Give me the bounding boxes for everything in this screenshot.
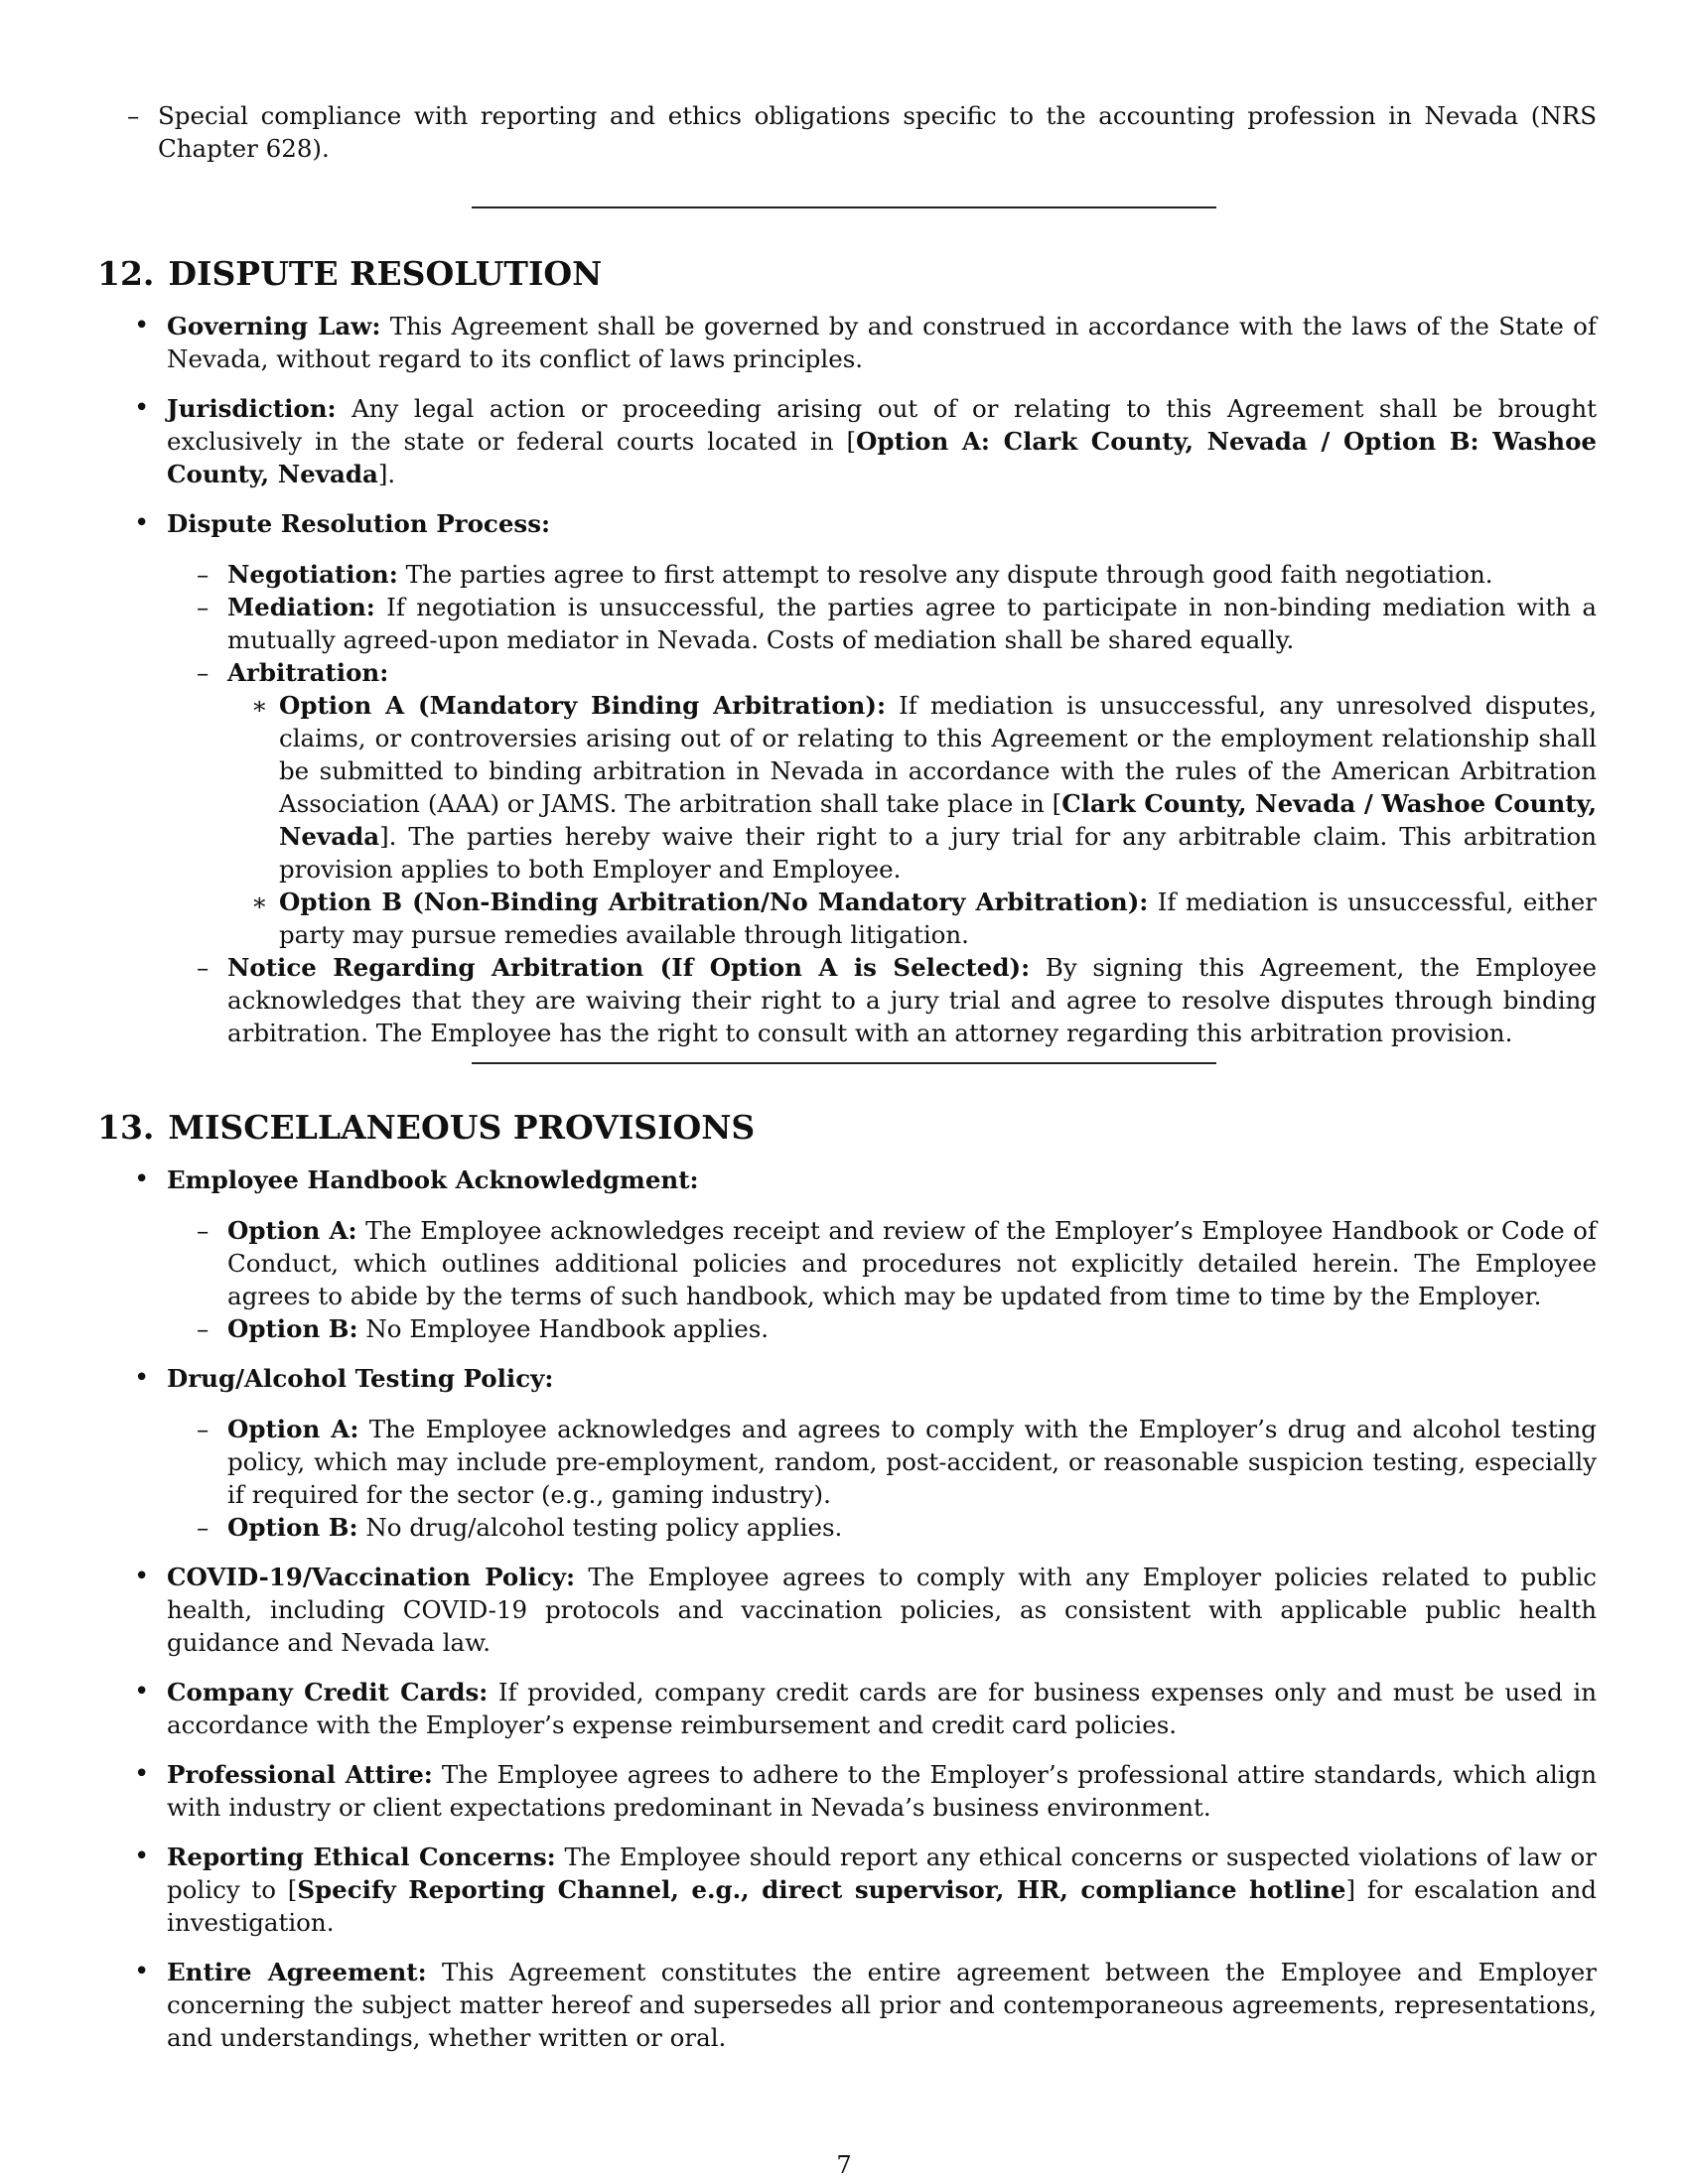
section-12 xyxy=(97,254,1597,1049)
drug-option-b: – Option B: No drug/alcohol testing policy applies. xyxy=(167,1511,1597,1544)
covid-policy-item: • COVID-19/Vaccination Policy: The Employee agrees to comply with any Employer policies related to public health, including COVID-19 protocols and vaccination policies, as consistent with applicable public health guidance and Nevada law. xyxy=(97,1561,1597,1659)
previous-section-tail xyxy=(97,99,1597,165)
drug-option-a: – Option A: The Employee acknowledges and agrees to comply with the Employer’s drug and alcohol testing policy, which may include pre-employment, random, post-accident, or reasonable suspicion testing, especially if required for the sector (e.g., gaming industry). xyxy=(167,1413,1597,1511)
arbitration-notice-item: – Notice Regarding Arbitration (If Option A is Selected): By signing this Agreement, the Employee acknowledges that they are waiving their right to a jury trial and agree to resolve disputes through binding arbitration. The Employee has the right to consult with an attorney regarding this arbitration provision. xyxy=(167,951,1597,1049)
drug-testing-item: • Drug/Alcohol Testing Policy: – Option A: The Employee acknowledges and agrees to comply with the Employer’s drug and alcohol testing policy, which may include pre-employment, random, post-accident, or reasonable suspicion testing, especially if required for the sector (e.g., gaming industry). – Option B: No drug/alcohol testing policy applies. xyxy=(97,1362,1597,1544)
governing-law-item: • Governing Law: This Agreement shall be governed by and construed in accordance with the laws of the State of Nevada, without regard to its conflict of laws principles. xyxy=(97,310,1597,375)
arbitration-item: – Arbitration: ∗ Option A (Mandatory Binding Arbitration): If mediation is unsuccessful, any unresolved disputes, claims, or controversies arising out of or relating to this Agreement or the employment relationship shall be submitted to binding arbitration in Nevada in accordance with the rules of the American Arbitration Association (AAA) or JAMS. The arbitration shall take place in [Clark County, Nevada / Washoe County, Nevada]. The parties hereby waive their right to a jury trial for any arbitrable claim. This arbitration provision applies to both Employer and Employee. ∗ Option B (Non-Binding Arbitration/No Mandatory Arbitration): If mediation is unsuccessful, either party may pursue remedies available through litigation. xyxy=(167,656,1597,951)
attire-item: • Professional Attire: The Employee agrees to adhere to the Employer’s professional attire standards, which align with industry or client expectations predominant in Nevada’s business environment. xyxy=(97,1758,1597,1824)
negotiation-item: – Negotiation: The parties agree to first attempt to resolve any dispute through good faith negotiation. xyxy=(167,558,1597,591)
section-heading: 12. DISPUTE RESOLUTION xyxy=(97,254,603,293)
page-number: 7 xyxy=(836,2151,852,2179)
section-13 xyxy=(97,1108,1597,2054)
entire-agreement-item: • Entire Agreement: This Agreement constitutes the entire agreement between the Employee and Employer concerning the subject matter hereof and supersedes all prior and contemporaneous agreements, representations, and understandings, whether written or oral. xyxy=(97,1956,1597,2054)
arbitration-option-a: ∗ Option A (Mandatory Binding Arbitration): If mediation is unsuccessful, any unresolved disputes, claims, or controversies arising out of or relating to this Agreement or the employment relationship shall be submitted to binding arbitration in Nevada in accordance with the rules of the American Arbitration Association (AAA) or JAMS. The arbitration shall take place in [Clark County, Nevada / Washoe County, Nevada]. The parties hereby waive their right to a jury trial for any arbitrable claim. This arbitration provision applies to both Employer and Employee. xyxy=(227,689,1597,886)
dispute-process-item: • Dispute Resolution Process: – Negotiation: The parties agree to first attempt to resolve any dispute through good faith negotiation. – Mediation: If negotiation is unsuccessful, the parties agree to participate in non-binding mediation with a mutually agreed-upon mediator in Nevada. Costs of mediation shall be shared equally. – Arbitration: ∗ Option A (Mandatory Binding Arbitration): If mediation is unsuccessful, any unresolved disputes, claims, or controversies arising out of or relating to this Agreement or the employment relationship shall be submitted to binding arbitration in Nevada in accordance with the rules of the American Arbitration Association (AAA) or JAMS. The arbitration shall take place in [Clark County, Nevada / Washoe County, Nevada]. The parties hereby waive their right to a jury trial for any arbitrable claim. This arbitration provision applies to both Employer and Employee. ∗ Option B (Non-Binding Arbitration/No Mandatory Arbitration): If mediation is unsuccessful, either party may pursue remedies available through litigation. – Notice Regarding Arbitration (If Option A is Selected): By signing this Agreement, the Employee acknowledges that they are waiving their right to a jury trial and agree to resolve disputes through binding arbitration. The Employee has the right to consult with an attorney regarding this arbitration provision. xyxy=(97,507,1597,1049)
mediation-item: – Mediation: If negotiation is unsuccessful, the parties agree to participate in non-binding mediation with a mutually agreed-upon mediator in Nevada. Costs of mediation shall be shared equally. xyxy=(167,591,1597,656)
section-heading: 13. MISCELLANEOUS PROVISIONS xyxy=(97,1108,756,1147)
list-item: – Special compliance with reporting and ethics obligations specific to the accounting profession in Nevada (NRS Chapter 628). xyxy=(97,99,1597,165)
handbook-item: • Employee Handbook Acknowledgment: – Option A: The Employee acknowledges receipt and review of the Employer’s Employee Handbook or Code of Conduct, which outlines additional policies and procedures not explicitly detailed herein. The Employee agrees to abide by the terms of such handbook, which may be updated from time to time by the Employer. – Option B: No Employee Handbook applies. xyxy=(97,1163,1597,1345)
credit-cards-item: • Company Credit Cards: If provided, company credit cards are for business expenses only and must be used in accordance with the Employer’s expense reimbursement and credit card policies. xyxy=(97,1676,1597,1741)
handbook-option-b: – Option B: No Employee Handbook applies. xyxy=(167,1312,1597,1345)
handbook-option-a: – Option A: The Employee acknowledges receipt and review of the Employer’s Employee Handbook or Code of Conduct, which outlines additional policies and procedures not explicitly detailed herein. The Employee agrees to abide by the terms of such handbook, which may be updated from time to time by the Employer. xyxy=(167,1214,1597,1312)
section-divider xyxy=(472,206,1216,208)
ethical-concerns-item: • Reporting Ethical Concerns: The Employee should report any ethical concerns or suspected violations of law or policy to [Specify Reporting Channel, e.g., direct supervisor, HR, compliance hotline] for escalation and investigation. xyxy=(97,1841,1597,1939)
section-divider xyxy=(472,1062,1216,1064)
jurisdiction-item: • Jurisdiction: Any legal action or proceeding arising out of or relating to this Agreement shall be brought exclusively in the state or federal courts located in [Option A: Clark County, Nevada / Option B: Washoe County, Nevada]. xyxy=(97,392,1597,490)
arbitration-option-b: ∗ Option B (Non-Binding Arbitration/No Mandatory Arbitration): If mediation is unsuccessful, either party may pursue remedies available through litigation. xyxy=(227,886,1597,951)
